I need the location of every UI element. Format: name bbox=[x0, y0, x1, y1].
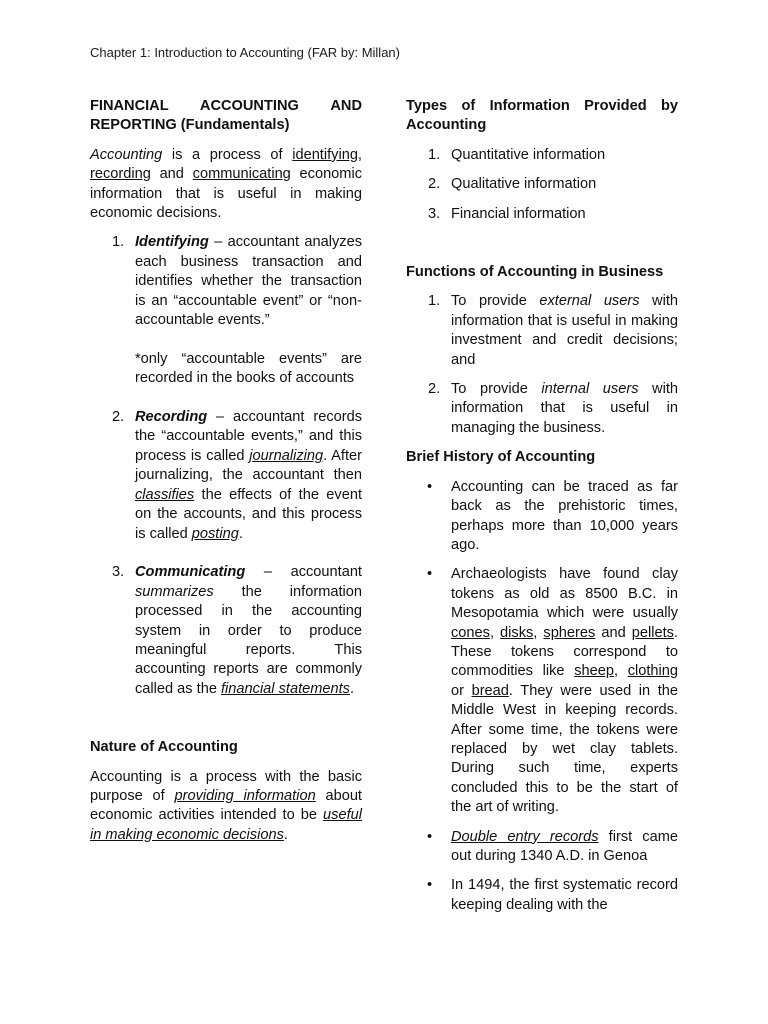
item-text: – accountant analyzes each business transaction and identifies whether the transaction is an “accountable event” or “non-accountable events.” bbox=[135, 234, 362, 329]
item-term: Identifying bbox=[135, 234, 209, 251]
function-text: with information that is useful in managing the business. bbox=[451, 381, 679, 436]
history-text: Accounting can be traced as far back as the prehistoric times, perhaps more than 10,000 years ago. bbox=[451, 478, 678, 553]
list-number: 1. bbox=[428, 293, 441, 310]
list-item bbox=[406, 175, 678, 194]
intro-paragraph bbox=[90, 146, 362, 224]
history-text: , bbox=[533, 624, 544, 641]
list-item bbox=[406, 380, 678, 438]
list-item bbox=[406, 876, 678, 915]
section-heading-financial-accounting: FINANCIAL ACCOUNTING AND REPORTING (Fundamentals) bbox=[90, 98, 362, 134]
nature-emphasis: providing information bbox=[174, 787, 316, 804]
history-text: or bbox=[451, 682, 472, 699]
item-emphasis: journalizing bbox=[249, 447, 324, 464]
history-text: , bbox=[613, 663, 628, 680]
function-text: To provide bbox=[451, 293, 540, 310]
bullet: • bbox=[427, 877, 433, 894]
bullet: • bbox=[427, 478, 433, 495]
list-number: 2. bbox=[112, 409, 125, 426]
section-heading-nature: Nature of Accounting bbox=[90, 739, 238, 756]
intro-text: and bbox=[150, 166, 193, 183]
list-number: 3. bbox=[428, 205, 441, 222]
bullet: • bbox=[427, 566, 433, 583]
history-underline: disks bbox=[500, 624, 534, 641]
item-text: the effects of the event on the accounts, and this process is called bbox=[135, 486, 362, 542]
list-item bbox=[406, 292, 678, 370]
history-underline: pellets bbox=[631, 624, 674, 641]
history-underline: spheres bbox=[543, 624, 596, 641]
intro-text: economic information that is useful in making economic decisions. bbox=[90, 166, 362, 222]
type-text: Qualitative information bbox=[451, 176, 597, 193]
nature-paragraph bbox=[90, 768, 362, 846]
item-emphasis: classifies bbox=[135, 486, 195, 503]
left-column bbox=[90, 97, 362, 845]
nature-text: about economic activities intended to be bbox=[90, 787, 362, 824]
item-emphasis: financial statements bbox=[221, 680, 350, 697]
list-number: 2. bbox=[428, 176, 441, 193]
list-item bbox=[90, 233, 362, 388]
item-text: . bbox=[238, 525, 243, 542]
section-heading-history: Brief History of Accounting bbox=[406, 449, 596, 466]
function-text: To provide bbox=[451, 381, 542, 398]
history-text: . They were used in the Middle West in keeping records. After some time, the tokens were replaced by wet clay tablets. During such time, experts concluded this to be the start of the art of writing. bbox=[451, 682, 679, 816]
intro-term: Accounting bbox=[90, 146, 163, 163]
nature-emphasis: useful in making economic decisions bbox=[90, 807, 362, 843]
history-underline: sheep bbox=[574, 663, 614, 680]
functions-list bbox=[406, 292, 678, 438]
function-text: with information that is useful in making investment and credit decisions; and bbox=[451, 293, 678, 368]
page-header: Chapter 1: Introduction to Accounting (FAR by: Millan) bbox=[90, 45, 400, 60]
types-list bbox=[406, 146, 678, 224]
item-term: Recording bbox=[135, 409, 208, 426]
function-emphasis: internal users bbox=[541, 381, 639, 398]
item-term: Communicating bbox=[135, 564, 246, 581]
intro-underline-2: communicating bbox=[192, 166, 291, 183]
history-emphasis: Double entry records bbox=[451, 828, 599, 845]
history-underline: bread bbox=[471, 682, 509, 699]
list-number: 3. bbox=[112, 564, 125, 581]
history-text: In 1494, the first systematic record keeping dealing with the bbox=[451, 877, 678, 913]
intro-text: is a process of bbox=[162, 146, 293, 163]
list-item bbox=[406, 478, 678, 556]
nature-text: . bbox=[283, 826, 288, 843]
item-text: . After journalizing, the accountant then bbox=[135, 447, 362, 484]
intro-underline-1: identifying, recording bbox=[90, 146, 362, 183]
section-heading-types: Types of Information Provided by Accounting bbox=[406, 98, 678, 134]
history-text: . These tokens correspond to commodities like bbox=[451, 624, 678, 680]
list-item bbox=[90, 408, 362, 544]
list-item bbox=[406, 146, 678, 165]
type-text: Financial information bbox=[451, 205, 586, 222]
history-text: first came out during 1340 A.D. in Genoa bbox=[451, 828, 678, 864]
item-emphasis: posting bbox=[191, 525, 239, 542]
history-list bbox=[406, 478, 678, 916]
item-text: – accountant records the “accountable events,” and this process is called bbox=[135, 409, 362, 464]
function-emphasis: external users bbox=[539, 293, 640, 310]
list-item bbox=[406, 828, 678, 867]
item-emphasis: summarizes bbox=[135, 583, 214, 600]
item-text: . bbox=[349, 680, 355, 697]
history-text: Archaeologists have found clay tokens as old as 8500 B.C. in Mesopotamia which were usually bbox=[451, 566, 678, 622]
section-heading-functions: Functions of Accounting in Business bbox=[406, 264, 664, 281]
history-underline: clothing bbox=[627, 663, 679, 680]
type-text: Quantitative information bbox=[451, 146, 606, 163]
list-number: 1. bbox=[428, 146, 441, 163]
nature-text: Accounting is a process with the basic purpose of bbox=[90, 768, 362, 804]
accounting-process-list bbox=[90, 233, 362, 699]
history-underline: cones bbox=[451, 624, 490, 641]
list-item bbox=[406, 565, 678, 817]
list-number: 2. bbox=[428, 381, 441, 398]
item-note: *only “accountable events” are recorded in the books of accounts bbox=[135, 350, 362, 387]
item-text: – accountant bbox=[245, 564, 362, 581]
list-number: 1. bbox=[112, 234, 125, 251]
item-text: the information processed in the accounting system in order to produce meaningful reports. This accounting reports are commonly called as the bbox=[135, 583, 362, 697]
history-text: , bbox=[489, 624, 501, 641]
list-item bbox=[90, 563, 362, 699]
right-column bbox=[406, 97, 678, 915]
list-item bbox=[406, 205, 678, 224]
history-text: and bbox=[595, 624, 632, 641]
bullet: • bbox=[427, 828, 433, 845]
